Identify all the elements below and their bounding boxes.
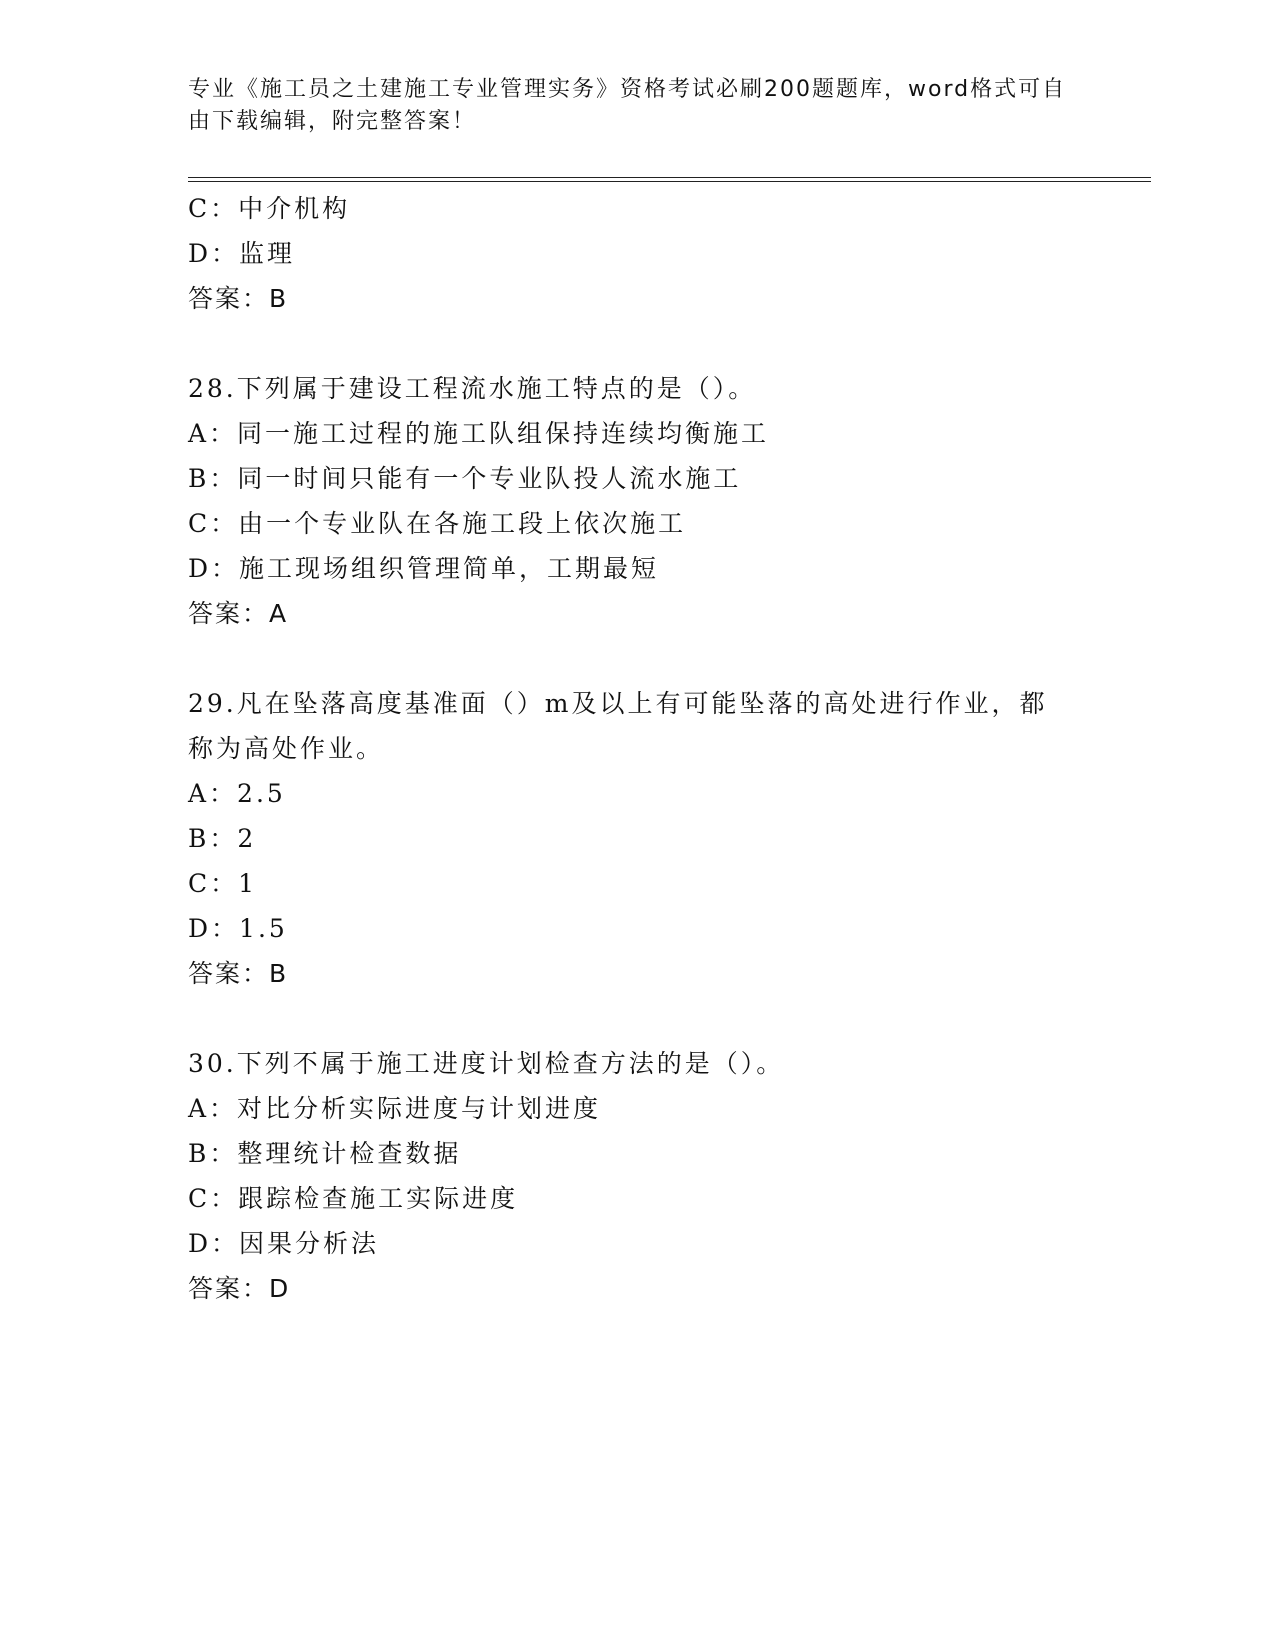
q30-answer: 答案：D [188, 1274, 291, 1303]
q30-option-a: A：对比分析实际进度与计划进度 [188, 1094, 602, 1123]
document-header: 专业《施工员之土建施工专业管理实务》资格考试必刷200题题库，word格式可自由下载编辑，附完整答案！ [188, 77, 1067, 134]
q28-option-d: D：施工现场组织管理简单，工期最短 [188, 554, 660, 583]
q28-option-a: A：同一施工过程的施工队组保持连续均衡施工 [188, 419, 770, 448]
q28-answer: 答案：A [188, 599, 289, 628]
q29-option-c: C：1 [188, 869, 258, 898]
q28-stem: 28.下列属于建设工程流水施工特点的是（）。 [188, 374, 757, 403]
q29-stem: 29.凡在坠落高度基准面（）m及以上有可能坠落的高处进行作业，都称为高处作业。 [188, 689, 1048, 763]
prev-answer: 答案：B [188, 284, 289, 313]
q28-option-b: B：同一时间只能有一个专业队投人流水施工 [188, 464, 742, 493]
q30-option-d: D：因果分析法 [188, 1229, 380, 1258]
prev-option-d: D：监理 [188, 239, 296, 268]
q29-option-b: B：2 [188, 824, 257, 853]
q29-option-d: D：1.5 [188, 914, 288, 943]
q28-option-c: C：由一个专业队在各施工段上依次施工 [188, 509, 687, 538]
q30-stem: 30.下列不属于施工进度计划检查方法的是（）。 [188, 1049, 785, 1078]
prev-option-c: C：中介机构 [188, 194, 351, 223]
q29-option-a: A：2.5 [188, 779, 286, 808]
q30-option-b: B：整理统计检查数据 [188, 1139, 462, 1168]
header-divider-top [188, 177, 1151, 178]
header-divider-bottom [188, 181, 1151, 182]
q29-answer: 答案：B [188, 959, 289, 988]
q30-option-c: C：跟踪检查施工实际进度 [188, 1184, 519, 1213]
